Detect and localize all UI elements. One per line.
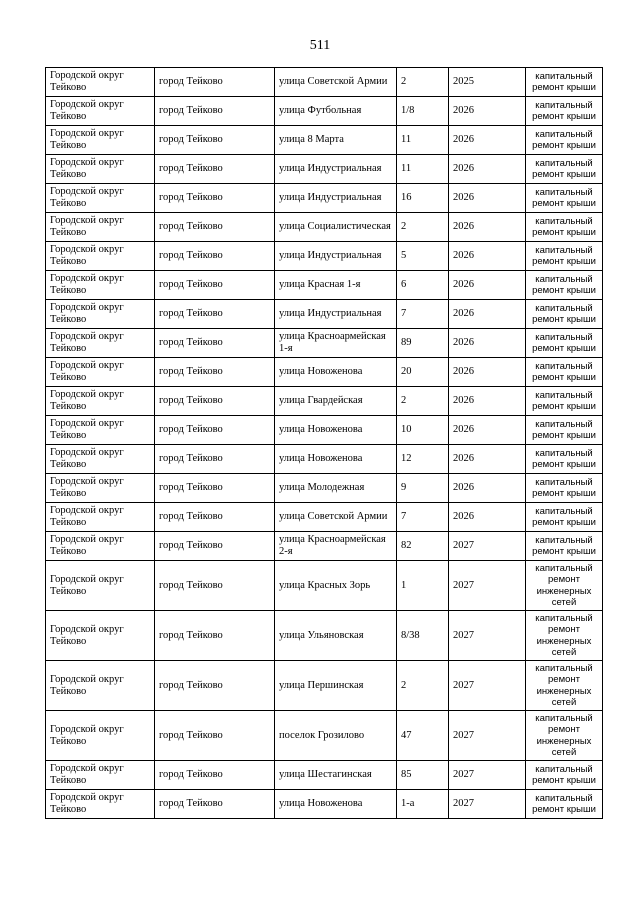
city-cell: город Тейково bbox=[155, 561, 275, 611]
year-cell: 2025 bbox=[449, 68, 526, 97]
city-cell: город Тейково bbox=[155, 213, 275, 242]
house-number-cell: 47 bbox=[397, 711, 449, 761]
year-cell: 2026 bbox=[449, 387, 526, 416]
district-cell: Городской округ Тейково bbox=[46, 561, 155, 611]
house-number-cell: 1-а bbox=[397, 790, 449, 819]
house-number-cell: 7 bbox=[397, 300, 449, 329]
house-number-cell: 1/8 bbox=[397, 97, 449, 126]
table-row bbox=[46, 271, 603, 300]
work-type-cell: капитальный ремонт крыши bbox=[526, 300, 603, 329]
street-cell: улица 8 Марта bbox=[275, 126, 397, 155]
work-type-cell: капитальный ремонт инженерных сетей bbox=[526, 561, 603, 611]
city-cell: город Тейково bbox=[155, 329, 275, 358]
street-cell: улица Индустриальная bbox=[275, 300, 397, 329]
work-type-cell: капитальный ремонт крыши bbox=[526, 271, 603, 300]
street-cell: поселок Грозилово bbox=[275, 711, 397, 761]
house-number-cell: 11 bbox=[397, 126, 449, 155]
year-cell: 2026 bbox=[449, 242, 526, 271]
street-cell: улица Новоженова bbox=[275, 790, 397, 819]
district-cell: Городской округ Тейково bbox=[46, 761, 155, 790]
year-cell: 2026 bbox=[449, 416, 526, 445]
table-row bbox=[46, 503, 603, 532]
city-cell: город Тейково bbox=[155, 761, 275, 790]
district-cell: Городской округ Тейково bbox=[46, 611, 155, 661]
district-cell: Городской округ Тейково bbox=[46, 126, 155, 155]
district-cell: Городской округ Тейково bbox=[46, 790, 155, 819]
house-number-cell: 5 bbox=[397, 242, 449, 271]
district-cell: Городской округ Тейково bbox=[46, 474, 155, 503]
house-number-cell: 7 bbox=[397, 503, 449, 532]
street-cell: улица Индустриальная bbox=[275, 242, 397, 271]
year-cell: 2026 bbox=[449, 97, 526, 126]
district-cell: Городской округ Тейково bbox=[46, 711, 155, 761]
work-type-cell: капитальный ремонт крыши bbox=[526, 358, 603, 387]
year-cell: 2027 bbox=[449, 611, 526, 661]
year-cell: 2026 bbox=[449, 329, 526, 358]
year-cell: 2027 bbox=[449, 761, 526, 790]
work-type-cell: капитальный ремонт крыши bbox=[526, 474, 603, 503]
city-cell: город Тейково bbox=[155, 711, 275, 761]
house-number-cell: 89 bbox=[397, 329, 449, 358]
street-cell: улица Красноармейская 2-я bbox=[275, 532, 397, 561]
district-cell: Городской округ Тейково bbox=[46, 416, 155, 445]
table-row bbox=[46, 611, 603, 661]
house-number-cell: 9 bbox=[397, 474, 449, 503]
table-row bbox=[46, 445, 603, 474]
city-cell: город Тейково bbox=[155, 387, 275, 416]
work-type-cell: капитальный ремонт крыши bbox=[526, 761, 603, 790]
district-cell: Городской округ Тейково bbox=[46, 155, 155, 184]
year-cell: 2026 bbox=[449, 155, 526, 184]
street-cell: улица Молодежная bbox=[275, 474, 397, 503]
table-row bbox=[46, 213, 603, 242]
house-number-cell: 2 bbox=[397, 213, 449, 242]
house-number-cell: 2 bbox=[397, 387, 449, 416]
street-cell: улица Ульяновская bbox=[275, 611, 397, 661]
table-row bbox=[46, 532, 603, 561]
work-type-cell: капитальный ремонт крыши bbox=[526, 126, 603, 155]
city-cell: город Тейково bbox=[155, 503, 275, 532]
city-cell: город Тейково bbox=[155, 300, 275, 329]
repair-schedule-table bbox=[45, 67, 603, 819]
table-row bbox=[46, 661, 603, 711]
street-cell: улица Индустриальная bbox=[275, 184, 397, 213]
city-cell: город Тейково bbox=[155, 611, 275, 661]
table-row bbox=[46, 711, 603, 761]
street-cell: улица Новоженова bbox=[275, 358, 397, 387]
city-cell: город Тейково bbox=[155, 97, 275, 126]
table-row bbox=[46, 790, 603, 819]
year-cell: 2026 bbox=[449, 300, 526, 329]
city-cell: город Тейково bbox=[155, 271, 275, 300]
work-type-cell: капитальный ремонт крыши bbox=[526, 68, 603, 97]
district-cell: Городской округ Тейково bbox=[46, 661, 155, 711]
city-cell: город Тейково bbox=[155, 184, 275, 213]
work-type-cell: капитальный ремонт крыши bbox=[526, 387, 603, 416]
street-cell: улица Шестагинская bbox=[275, 761, 397, 790]
city-cell: город Тейково bbox=[155, 445, 275, 474]
city-cell: город Тейково bbox=[155, 68, 275, 97]
street-cell: улица Советской Армии bbox=[275, 68, 397, 97]
year-cell: 2026 bbox=[449, 358, 526, 387]
year-cell: 2027 bbox=[449, 561, 526, 611]
city-cell: город Тейково bbox=[155, 661, 275, 711]
table-row bbox=[46, 561, 603, 611]
street-cell: улица Красная 1-я bbox=[275, 271, 397, 300]
city-cell: город Тейково bbox=[155, 532, 275, 561]
work-type-cell: капитальный ремонт крыши bbox=[526, 184, 603, 213]
house-number-cell: 85 bbox=[397, 761, 449, 790]
house-number-cell: 2 bbox=[397, 661, 449, 711]
house-number-cell: 12 bbox=[397, 445, 449, 474]
city-cell: город Тейково bbox=[155, 155, 275, 184]
work-type-cell: капитальный ремонт крыши bbox=[526, 329, 603, 358]
district-cell: Городской округ Тейково bbox=[46, 300, 155, 329]
house-number-cell: 2 bbox=[397, 68, 449, 97]
district-cell: Городской округ Тейково bbox=[46, 445, 155, 474]
street-cell: улица Гвардейская bbox=[275, 387, 397, 416]
table-body bbox=[46, 68, 603, 819]
street-cell: улица Социалистическая bbox=[275, 213, 397, 242]
table-row bbox=[46, 358, 603, 387]
table-row bbox=[46, 387, 603, 416]
table-row bbox=[46, 329, 603, 358]
work-type-cell: капитальный ремонт крыши bbox=[526, 790, 603, 819]
year-cell: 2026 bbox=[449, 503, 526, 532]
work-type-cell: капитальный ремонт инженерных сетей bbox=[526, 711, 603, 761]
table-row bbox=[46, 68, 603, 97]
table-row bbox=[46, 300, 603, 329]
street-cell: улица Новоженова bbox=[275, 445, 397, 474]
work-type-cell: капитальный ремонт крыши bbox=[526, 532, 603, 561]
year-cell: 2027 bbox=[449, 711, 526, 761]
year-cell: 2027 bbox=[449, 661, 526, 711]
table-row bbox=[46, 97, 603, 126]
page-number: 511 bbox=[309, 38, 331, 53]
year-cell: 2026 bbox=[449, 126, 526, 155]
house-number-cell: 20 bbox=[397, 358, 449, 387]
work-type-cell: капитальный ремонт крыши bbox=[526, 242, 603, 271]
house-number-cell: 10 bbox=[397, 416, 449, 445]
city-cell: город Тейково bbox=[155, 474, 275, 503]
street-cell: улица Новоженова bbox=[275, 416, 397, 445]
year-cell: 2027 bbox=[449, 532, 526, 561]
house-number-cell: 11 bbox=[397, 155, 449, 184]
district-cell: Городской округ Тейково bbox=[46, 242, 155, 271]
city-cell: город Тейково bbox=[155, 416, 275, 445]
work-type-cell: капитальный ремонт крыши bbox=[526, 445, 603, 474]
district-cell: Городской округ Тейково bbox=[46, 97, 155, 126]
year-cell: 2026 bbox=[449, 445, 526, 474]
house-number-cell: 8/38 bbox=[397, 611, 449, 661]
table-row bbox=[46, 474, 603, 503]
table-row bbox=[46, 416, 603, 445]
street-cell: улица Першинская bbox=[275, 661, 397, 711]
city-cell: город Тейково bbox=[155, 790, 275, 819]
district-cell: Городской округ Тейково bbox=[46, 213, 155, 242]
city-cell: город Тейково bbox=[155, 242, 275, 271]
house-number-cell: 6 bbox=[397, 271, 449, 300]
year-cell: 2026 bbox=[449, 271, 526, 300]
street-cell: улица Футбольная bbox=[275, 97, 397, 126]
work-type-cell: капитальный ремонт крыши bbox=[526, 416, 603, 445]
district-cell: Городской округ Тейково bbox=[46, 68, 155, 97]
district-cell: Городской округ Тейково bbox=[46, 184, 155, 213]
street-cell: улица Индустриальная bbox=[275, 155, 397, 184]
year-cell: 2026 bbox=[449, 474, 526, 503]
district-cell: Городской округ Тейково bbox=[46, 387, 155, 416]
work-type-cell: капитальный ремонт инженерных сетей bbox=[526, 661, 603, 711]
house-number-cell: 16 bbox=[397, 184, 449, 213]
work-type-cell: капитальный ремонт крыши bbox=[526, 503, 603, 532]
city-cell: город Тейково bbox=[155, 126, 275, 155]
work-type-cell: капитальный ремонт крыши bbox=[526, 97, 603, 126]
work-type-cell: капитальный ремонт крыши bbox=[526, 155, 603, 184]
table-row bbox=[46, 761, 603, 790]
district-cell: Городской округ Тейково bbox=[46, 329, 155, 358]
district-cell: Городской округ Тейково bbox=[46, 532, 155, 561]
district-cell: Городской округ Тейково bbox=[46, 503, 155, 532]
street-cell: улица Советской Армии bbox=[275, 503, 397, 532]
work-type-cell: капитальный ремонт крыши bbox=[526, 213, 603, 242]
city-cell: город Тейково bbox=[155, 358, 275, 387]
house-number-cell: 82 bbox=[397, 532, 449, 561]
street-cell: улица Красных Зорь bbox=[275, 561, 397, 611]
year-cell: 2026 bbox=[449, 184, 526, 213]
district-cell: Городской округ Тейково bbox=[46, 358, 155, 387]
table-row bbox=[46, 155, 603, 184]
street-cell: улица Красноармейская 1-я bbox=[275, 329, 397, 358]
year-cell: 2027 bbox=[449, 790, 526, 819]
table-row bbox=[46, 184, 603, 213]
work-type-cell: капитальный ремонт инженерных сетей bbox=[526, 611, 603, 661]
year-cell: 2026 bbox=[449, 213, 526, 242]
house-number-cell: 1 bbox=[397, 561, 449, 611]
district-cell: Городской округ Тейково bbox=[46, 271, 155, 300]
table-row bbox=[46, 242, 603, 271]
table-row bbox=[46, 126, 603, 155]
